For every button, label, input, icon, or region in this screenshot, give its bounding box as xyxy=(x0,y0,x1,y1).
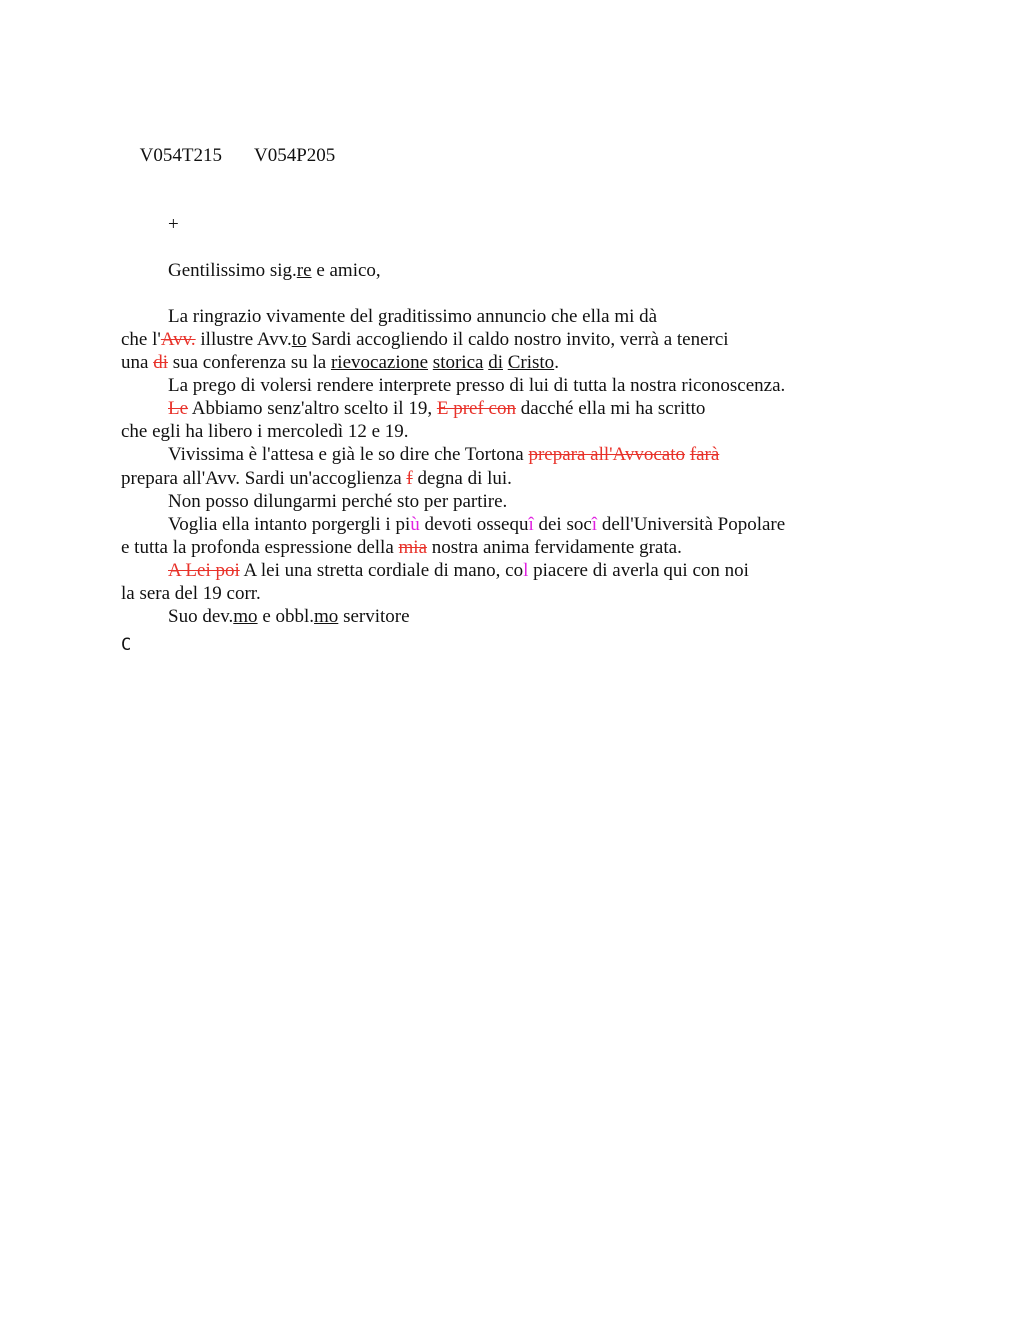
inserted-text: l xyxy=(523,560,529,581)
paragraph-4-line-1: Vivissima è l'attesa e già le so dire che Tortona prepara all'Avvocato farà xyxy=(168,444,720,465)
inserted-text: î xyxy=(591,514,598,535)
deleted-text: Le xyxy=(168,398,189,419)
paragraph-7-line-1: A Lei poi A lei una stretta cordiale di mano, col piacere di averla qui con noi xyxy=(168,560,749,581)
deleted-text: A Lei poi xyxy=(168,560,240,581)
paragraph-5: Non posso dilungarmi perché sto per partire. xyxy=(168,491,508,512)
deleted-text: E pref con xyxy=(436,398,516,419)
paragraph-1-line-2: che l'Avv. illustre Avv.to Sardi accogliendo il caldo nostro invito, verrà a tenerci xyxy=(121,329,729,350)
paragraph-6-line-1: Voglia ella intanto porgergli i più devoti ossequî dei socî dell'Università Popolare xyxy=(168,514,786,535)
paragraph-7-line-2: la sera del 19 corr. xyxy=(121,583,261,604)
paragraph-1-line-1: La ringrazio vivamente del graditissimo annuncio che ella mi dà xyxy=(168,306,658,327)
paragraph-2: La prego di volersi rendere interprete presso di lui di tutta la nostra riconoscenza. xyxy=(168,375,786,396)
paragraph-1-line-3: una di sua conferenza su la rievocazione storica di Cristo. xyxy=(121,352,559,373)
header-id-1: V054T215 xyxy=(139,145,222,166)
deleted-text: di xyxy=(153,352,168,373)
deleted-text: f xyxy=(406,468,413,489)
deleted-text: mia xyxy=(398,537,428,558)
paragraph-4-line-2: prepara all'Avv. Sardi un'accoglienza f degna di lui. xyxy=(121,468,512,489)
salutation: Gentilissimo sig.re e amico, xyxy=(168,260,381,281)
inserted-text: î xyxy=(528,514,534,535)
closing: Suo dev.mo e obbl.mo servitore xyxy=(168,606,410,627)
paragraph-3-line-2: che egli ha libero i mercoledì 12 e 19. xyxy=(121,421,409,442)
inserted-text: ù xyxy=(410,514,420,535)
paragraph-6-line-2: e tutta la profonda espressione della mia nostra anima fervidamente grata. xyxy=(121,537,682,558)
deleted-text: farà xyxy=(689,444,720,465)
end-mark: C xyxy=(121,635,132,655)
document-header xyxy=(121,121,335,190)
deleted-text: Avv. xyxy=(160,329,196,350)
cross-mark: + xyxy=(168,214,179,235)
deleted-text: prepara all'Avvocato xyxy=(528,444,686,465)
header-id-2: V054P205 xyxy=(254,145,336,166)
paragraph-3-line-1: Le Abbiamo senz'altro scelto il 19, E pref con dacché ella mi ha scritto xyxy=(168,398,706,419)
